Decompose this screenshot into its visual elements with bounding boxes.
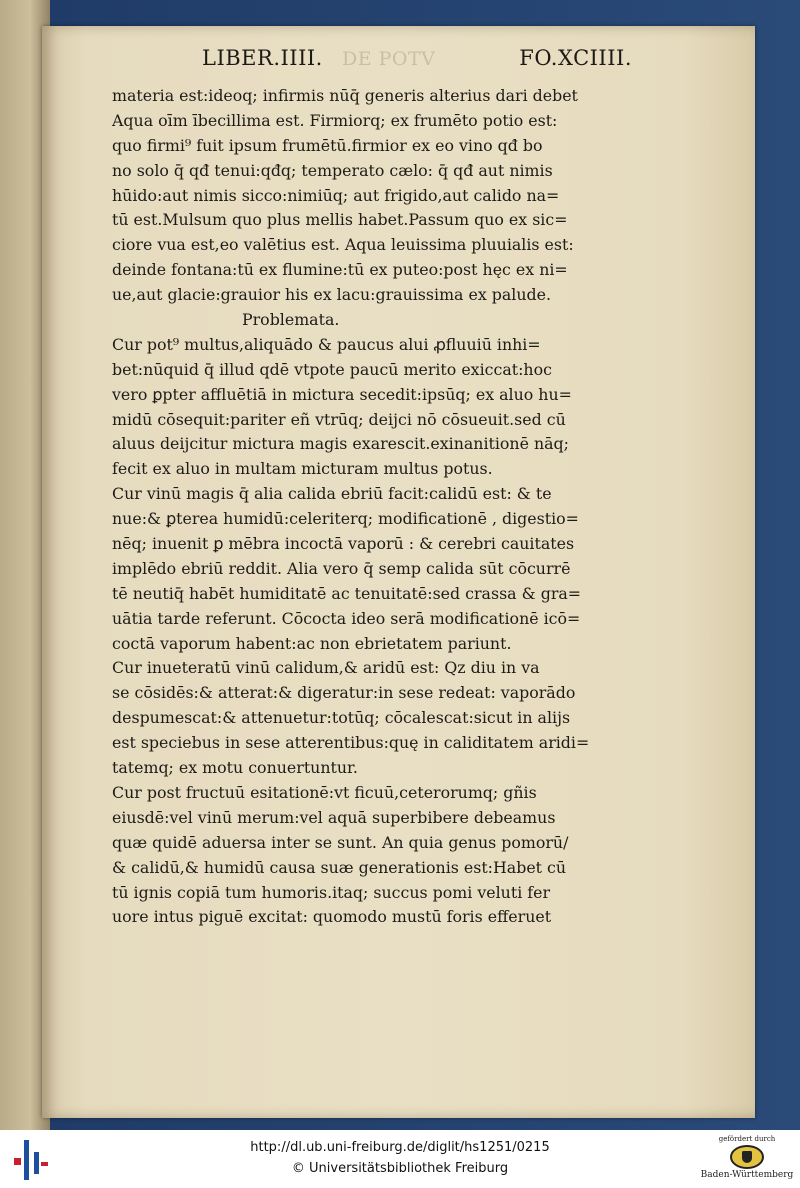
text-line: Cur post fructuū esitationē:vt ficuū,ceterorumq; gñis: [112, 782, 537, 802]
text-line: coctā vaporum habent:ac non ebrietatem pariunt.: [112, 633, 512, 653]
text-line: uātia tarde referunt. Cōcocta ideo serā modificationē icō=: [112, 608, 581, 628]
header-book-number: LIBER.IIII.: [202, 46, 323, 70]
text-line: no solo q̄ qđ tenui:qđq; temperato cælo: q̄ qđ aut nimis: [112, 160, 553, 180]
text-line: quæ quidē aduersa inter se sunt. An quia genus pomorū/: [112, 832, 569, 852]
header-bleedthrough: DE POTV: [342, 48, 436, 70]
running-header: [202, 46, 632, 76]
text-line: eiusdē:vel vinū merum:vel aquā superbibere debeamus: [112, 807, 556, 827]
text-line: Problemata.: [242, 310, 340, 330]
text-line: materia est:ideoq; infirmis nūq̄ generis alterius dari debet: [112, 86, 578, 105]
text-line: Cur vinū magis q̄ alia calida ebriū facit:calidū est: & te: [112, 484, 552, 504]
text-line: tū ignis copiā tum humoris.itaq; succus pomi veluti fer: [112, 882, 551, 902]
text-line: despumescat:& attenuetur:totūq; cōcalescat:sicut in alijs: [112, 708, 571, 728]
text-line: bet:nūquid q̄ illud qdē vtpote paucū merito exiccat:hoc: [112, 359, 552, 379]
text-line: est speciebus in sese atterentibus:quę in caliditatem aridi=: [112, 733, 590, 753]
state-emblem-icon: [730, 1145, 764, 1169]
text-line: nue:& ꝑterea humidū:celeriterq; modificationē , digestio=: [112, 509, 579, 529]
text-line: & calidū,& humidū causa suæ generationis est:Habet cū: [112, 857, 567, 877]
sponsor-badge: [700, 1134, 794, 1186]
text-line: ue,aut glacie:grauior his ex lacu:grauissima ex palude.: [112, 285, 552, 305]
text-line: ciore vua est,eo valētius est. Aqua leuissima pluuialis est:: [112, 235, 574, 255]
text-line: hūido:aut nimis sicco:nimiūq; aut frigido,aut calido na=: [112, 185, 560, 205]
text-line: uore intus piguē excitat: quomodo mustū foris efferuet: [112, 907, 552, 927]
text-line: quo firmi⁹ fuit ipsum frumētū.firmior ex eo vino qđ bo: [112, 135, 543, 155]
permalink-url[interactable]: http://dl.ub.uni-freiburg.de/diglit/hs1251/0215: [250, 1140, 550, 1155]
text-line: tatemq; ex motu conuertuntur.: [112, 758, 358, 778]
text-line: tū est.Mulsum quo plus mellis habet.Passum quo ex sic=: [112, 210, 568, 230]
text-line: Cur inueteratū vinū calidum,& aridū est: Qz diu in va: [112, 658, 540, 678]
page-text: [112, 84, 632, 930]
sponsor-caption: gefördert durch: [718, 1135, 776, 1143]
text-line: fecit ex aluo in multam micturam multus potus.: [112, 459, 493, 479]
text-line: se cōsidēs:& atterat:& digeratur:in sese redeat: vaporādo: [112, 683, 576, 703]
text-line: tē neutiq̄ habēt humiditatē ac tenuitatē:sed crassa & gra=: [112, 583, 582, 603]
copyright-notice: © Universitätsbibliothek Freiburg: [291, 1161, 509, 1176]
text-line: midū cōsequit:pariter eñ vtrūq; deijci nō cōsueuit.sed cū: [112, 409, 566, 429]
text-line: nēq; inuenit ꝑ mēbra incoctā vaporū : & cerebri cauitates: [112, 534, 575, 554]
book-page: [42, 26, 755, 1118]
viewer-footer: [0, 1130, 800, 1188]
sponsor-name: Baden-Württemberg: [700, 1170, 794, 1180]
text-line: Cur pot⁹ multus,aliquādo & paucus alui ꝓfluuiū inhi=: [112, 334, 541, 354]
text-line: implēdo ebriū reddit. Alia vero q̄ semp calida sūt cōcurrē: [112, 558, 571, 578]
text-line: vero ꝑpter affluētiā in mictura secedit:ipsūq; ex aluo hu=: [112, 384, 572, 404]
text-line: aluus deijcitur mictura magis exarescit.exinanitionē nāq;: [112, 434, 569, 454]
header-folio: FO.XCIIII.: [519, 46, 632, 70]
text-line: deinde fontana:tū ex flumine:tū ex puteo:post hęc ex ni=: [112, 260, 568, 280]
text-line: Aqua oīm ībecillima est. Firmiorq; ex frumēto potio est:: [112, 110, 558, 130]
